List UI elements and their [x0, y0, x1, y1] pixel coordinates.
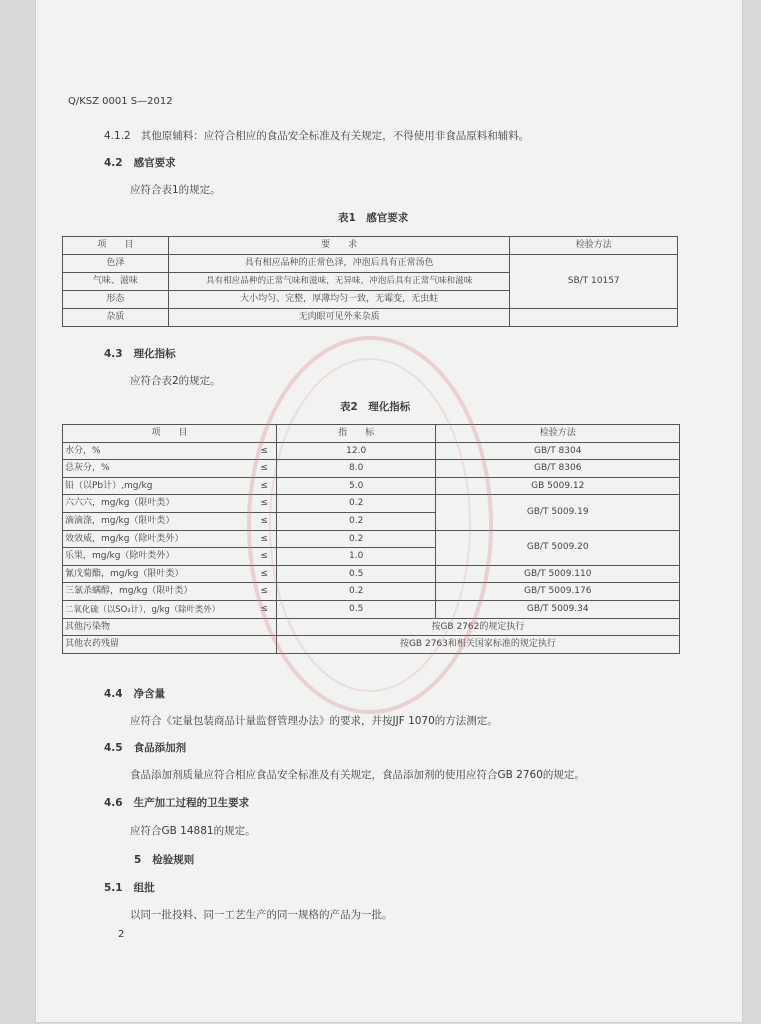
section-number: 4.2: [104, 157, 123, 169]
row-requirement: 具有相应品种的正常色泽，冲泡后具有正常汤色: [168, 255, 510, 273]
table-row: [63, 636, 680, 654]
row-spanned-requirement: 按GB 2763和相关国家标准的规定执行: [276, 636, 679, 654]
le-symbol: ≤: [252, 565, 276, 583]
table-row: [63, 583, 680, 601]
header-method: 检验方法: [436, 425, 680, 443]
row-value: 0.5: [276, 600, 436, 618]
section-title: 生产加工过程的卫生要求: [133, 797, 250, 809]
table-row: [63, 530, 680, 548]
row-item: 铅（以Pb计）,mg/kg: [63, 477, 253, 495]
standard-code: Q/KSZ 0001 S—2012: [68, 96, 173, 107]
le-symbol: ≤: [252, 495, 276, 513]
section-text: 其他原辅料：应符合相应的食品安全标准及有关规定，不得使用非食品原料和辅料。: [140, 130, 530, 142]
le-symbol: ≤: [252, 600, 276, 618]
row-method: GB/T 5009.176: [436, 583, 680, 601]
row-value: 12.0: [276, 442, 436, 460]
row-method: GB/T 5009.110: [436, 565, 680, 583]
section-title: 感官要求: [133, 157, 176, 169]
row-spanned-requirement: 按GB 2762的规定执行: [276, 618, 679, 636]
le-symbol: ≤: [252, 548, 276, 566]
le-symbol: ≤: [252, 442, 276, 460]
section-4-5-heading: [104, 740, 186, 755]
row-item: 其他农药残留: [63, 636, 277, 654]
row-item: 其他污染物: [63, 618, 277, 636]
row-item: 效效威，mg/kg（除叶类外）: [63, 530, 253, 548]
row-value: 1.0: [276, 548, 436, 566]
table-row: [63, 565, 680, 583]
row-value: 0.2: [276, 530, 436, 548]
row-item: 水分，%: [63, 442, 253, 460]
section-title: 理化指标: [133, 348, 176, 360]
physicochemical-indicators-table: [62, 424, 680, 654]
page-number: 2: [118, 929, 125, 940]
section-title: 净含量: [133, 688, 166, 700]
row-item: 氰戊菊酯，mg/kg（限叶类）: [63, 565, 253, 583]
row-value: 0.2: [276, 512, 436, 530]
row-item: 气味、滋味: [63, 273, 169, 291]
table1-caption: 表1 感官要求: [338, 212, 409, 224]
row-method: GB/T 8306: [436, 460, 680, 478]
header-indicator: 指 标: [276, 425, 436, 443]
section-5-1-heading: [104, 880, 155, 895]
section-title: 检验规则: [152, 854, 195, 866]
section-4-2-body: 应符合表1的规定。: [130, 184, 221, 196]
row-item: 总灰分，%: [63, 460, 253, 478]
section-5-heading: [134, 852, 194, 867]
section-number: 4.6: [104, 797, 123, 809]
row-method: GB 5009.12: [436, 477, 680, 495]
row-method: GB/T 5009.34: [436, 600, 680, 618]
row-method-empty: [510, 309, 678, 327]
section-number: 4.5: [104, 742, 123, 754]
section-4-3-heading: [104, 346, 176, 361]
table-row: [63, 477, 680, 495]
section-4-1-2: [104, 128, 529, 143]
section-4-5-body: 食品添加剂质量应符合相应食品安全标准及有关规定，食品添加剂的使用应符合GB 2760的规定。: [130, 769, 585, 781]
table-row: [63, 442, 680, 460]
table-row: [63, 255, 678, 273]
row-value: 8.0: [276, 460, 436, 478]
row-item: 杂质: [63, 309, 169, 327]
header-requirement: 要 求: [168, 237, 510, 255]
section-4-6-body: 应符合GB 14881的规定。: [130, 825, 256, 837]
row-item: 滴滴涤，mg/kg（限叶类）: [63, 512, 253, 530]
row-method: GB/T 5009.19: [436, 495, 680, 530]
le-symbol: ≤: [252, 530, 276, 548]
section-number: 5.1: [104, 882, 123, 894]
row-value: 0.2: [276, 495, 436, 513]
section-4-3-body: 应符合表2的规定。: [130, 375, 221, 387]
row-item: 六六六，mg/kg（限叶类）: [63, 495, 253, 513]
section-4-6-heading: [104, 795, 249, 810]
row-method: GB/T 5009.20: [436, 530, 680, 565]
table-row: [63, 460, 680, 478]
row-item: 形态: [63, 291, 169, 309]
header-item: 项 目: [63, 425, 277, 443]
le-symbol: ≤: [252, 512, 276, 530]
header-item: 项 目: [63, 237, 169, 255]
table-row: [63, 600, 680, 618]
section-title: 组批: [133, 882, 155, 894]
row-item: 三氯杀螨醇，mg/kg（限叶类）: [63, 583, 253, 601]
table-header-row: [63, 425, 680, 443]
table-row: [63, 618, 680, 636]
header-method: 检验方法: [510, 237, 678, 255]
row-value: 5.0: [276, 477, 436, 495]
section-5-1-body: 以同一批投料、同一工艺生产的同一规格的产品为一批。: [130, 909, 393, 921]
section-number: 4.4: [104, 688, 123, 700]
row-item: 色泽: [63, 255, 169, 273]
section-number: 4.1.2: [104, 130, 131, 142]
row-requirement: 无肉眼可见外来杂质: [168, 309, 510, 327]
row-requirement: 具有相应品种的正常气味和滋味，无异味，冲泡后具有正常气味和滋味: [168, 273, 510, 291]
table-row: [63, 309, 678, 327]
sensory-requirements-table: [62, 236, 678, 327]
row-requirement: 大小均匀、完整，厚薄均匀一致，无霉变，无虫蛀: [168, 291, 510, 309]
section-number: 4.3: [104, 348, 123, 360]
row-method: GB/T 8304: [436, 442, 680, 460]
le-symbol: ≤: [252, 477, 276, 495]
table2-caption: 表2 理化指标: [340, 401, 411, 413]
section-4-4-heading: [104, 686, 165, 701]
le-symbol: ≤: [252, 583, 276, 601]
row-item: 二氧化硫（以SO₂计），g/kg（除叶类外）: [63, 600, 253, 618]
row-method: SB/T 10157: [510, 255, 678, 309]
table-header-row: [63, 237, 678, 255]
row-value: 0.5: [276, 565, 436, 583]
table-row: [63, 495, 680, 513]
row-item: 乐果，mg/kg（除叶类外）: [63, 548, 253, 566]
section-title: 食品添加剂: [133, 742, 187, 754]
row-value: 0.2: [276, 583, 436, 601]
section-number: 5: [134, 854, 142, 866]
section-4-2-heading: [104, 155, 176, 170]
section-4-4-body: 应符合《定量包装商品计量监督管理办法》的要求，并按JJF 1070的方法测定。: [130, 715, 498, 727]
le-symbol: ≤: [252, 460, 276, 478]
